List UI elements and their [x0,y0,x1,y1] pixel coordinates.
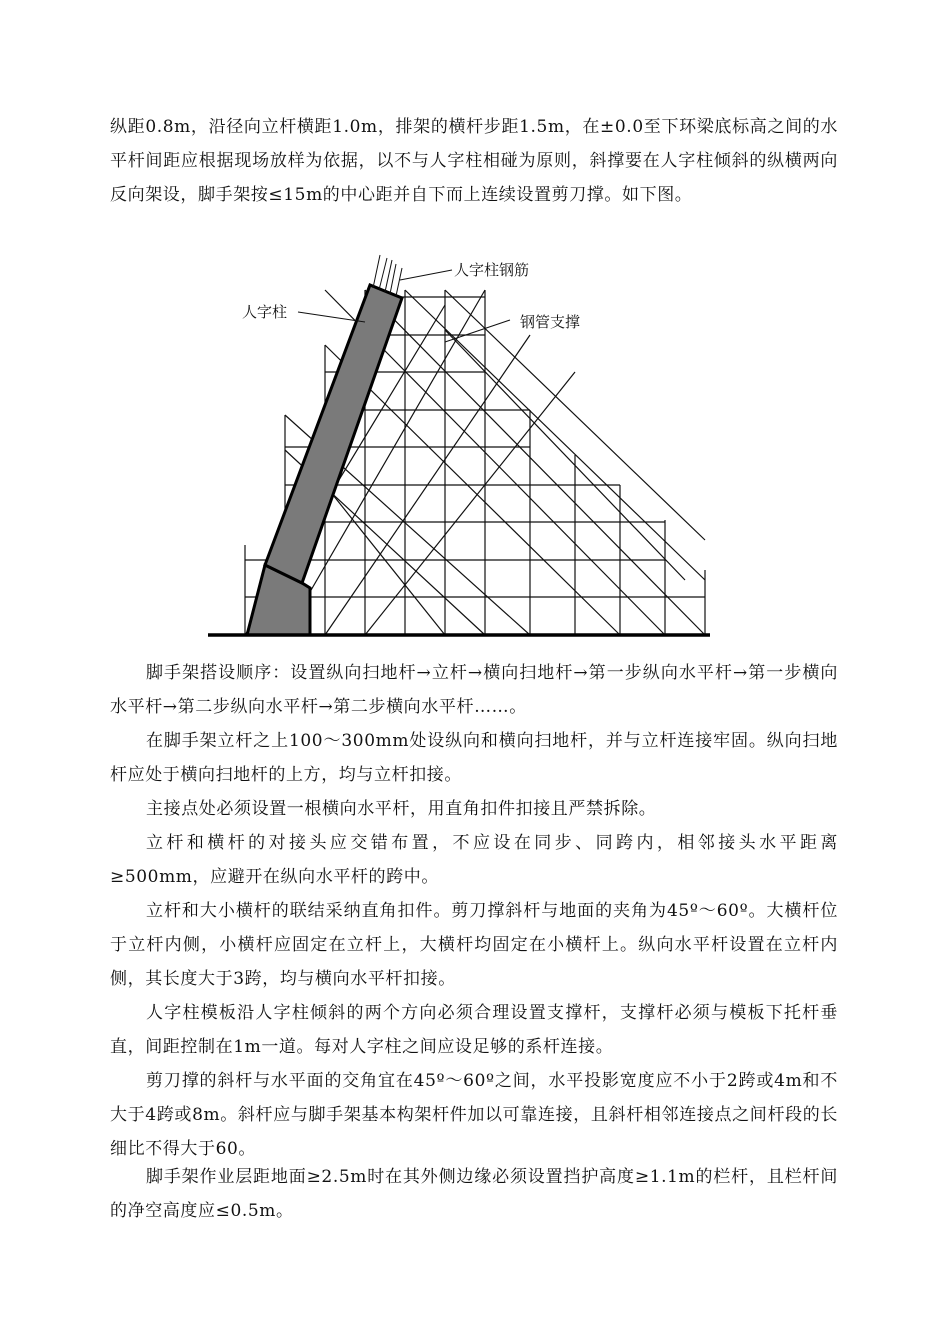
diagonal-brace [365,372,575,635]
paragraph: 立杆和大小横杆的联结采纳直角扣件。剪刀撑斜杆与地面的夹角为45º～60º。大横杆位于立杆内侧，小横杆应固定在立杆上，大横杆均固定在小横杆上。纵向水平杆设置在立杆内侧，其长度大于3跨，均与横向水平杆扣接。 [110,901,838,989]
paragraph: 立杆和横杆的对接头应交错布置，不应设在同步、同跨内，相邻接头水平距离≥500mm，应避开在纵向水平杆的跨中。 [110,833,838,887]
label-rebar: 人字柱钢筋 [454,261,530,279]
paragraph: 主接点处必须设置一根横向水平杆，用直角扣件扣接且严禁拆除。 [146,799,657,819]
rebar-leader [400,270,452,280]
paragraph: 脚手架搭设顺序：设置纵向扫地杆→立杆→横向扫地杆→第一步纵向水平杆→第一步横向水平杆→第二步纵向水平杆→第二步横向水平杆……。 [110,663,838,717]
diagonal-brace [405,290,705,580]
scaffold-figure [190,250,730,645]
label-support: 钢管支撑 [520,313,581,331]
paragraph: 剪刀撑的斜杆与水平面的交角宜在45º～60º之间，水平投影宽度应不小于2跨或4m和不大于4跨或8m。斜杆应与脚手架基本构架杆件加以可靠连接，且斜杆相邻连接点之间杆段的长细比不得大于60。 [110,1071,838,1159]
label-column: 人字柱 [242,303,288,321]
column-leader [298,312,365,322]
support-leader [445,320,510,342]
paragraph: 在脚手架立杆之上100～300mm处设纵向和横向扫地杆，并与立杆连接牢固。纵向扫地杆应处于横向扫地杆的上方，均与立杆扣接。 [110,731,838,785]
paragraph: 人字柱模板沿人字柱倾斜的两个方向必须合理设置支撑杆，支撑杆必须与模板下托杆垂直，间距控制在1m一道。每对人字柱之间应设足够的系杆连接。 [110,1003,838,1057]
paragraph: 脚手架作业层距地面≥2.5m时在其外侧边缘必须设置挡护高度≥1.1m的栏杆，且栏杆间的净空高度应≤0.5m。 [110,1167,838,1221]
intro-paragraph: 纵距0.8m，沿径向立杆横距1.0m，排架的横杆步距1.5m，在±0.0至下环梁底标高之间的水平杆间距应根据现场放样为依据，以不与人字柱相碰为原则，斜撑要在人字柱倾斜的纵横两向反向架设，脚手架按≤15m的中心距并自下而上连续设置剪刀撑。如下图。 [110,117,838,205]
diagonal-brace [445,330,685,580]
diagonal-brace [365,290,705,635]
